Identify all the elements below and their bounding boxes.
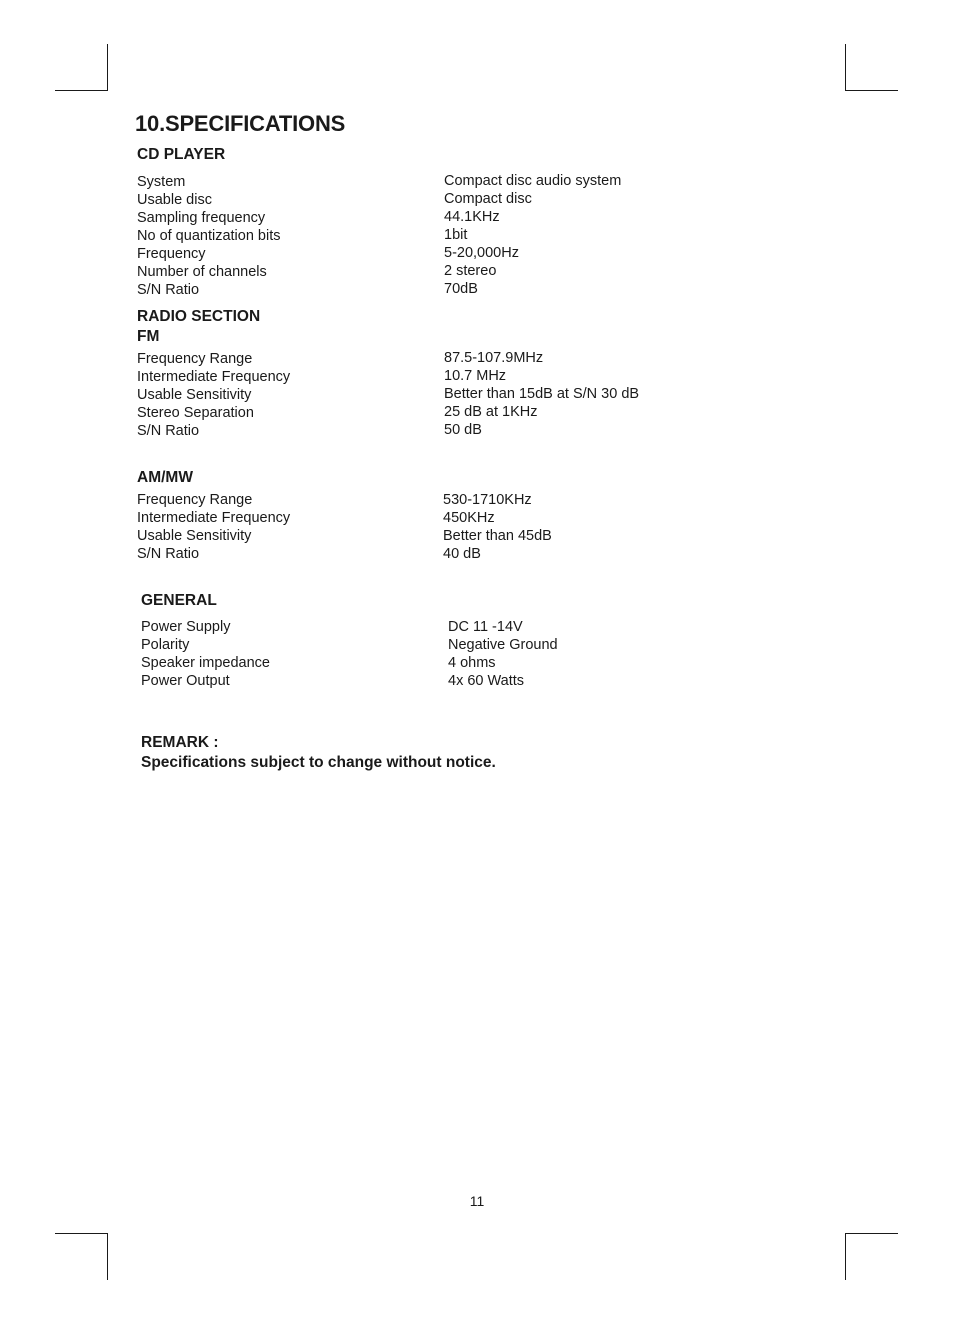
spec-value: 44.1KHz	[444, 209, 500, 225]
fm-labels	[137, 350, 290, 440]
section-heading-am-mw: AM/MW	[137, 469, 193, 486]
spec-label: S/N Ratio	[137, 282, 200, 298]
spec-label: Power Supply	[141, 619, 231, 635]
section-heading-general: GENERAL	[141, 592, 217, 609]
spec-value: 4x 60 Watts	[448, 673, 525, 689]
spec-label: Intermediate Frequency	[137, 369, 291, 385]
spec-value: 70dB	[444, 281, 478, 297]
spec-value: 5-20,000Hz	[444, 245, 519, 261]
spec-value: 10.7 MHz	[444, 368, 507, 384]
spec-label: Number of channels	[137, 264, 267, 280]
spec-label: Sampling frequency	[137, 210, 266, 226]
section-heading-cd-player: CD PLAYER	[137, 146, 226, 163]
spec-label: Usable Sensitivity	[137, 528, 252, 544]
crop-mark	[845, 1233, 846, 1280]
remark-text: Specifications subject to change without notice.	[141, 754, 496, 771]
spec-value: 530-1710KHz	[443, 492, 532, 508]
spec-label: Polarity	[141, 637, 190, 653]
section-subheading-fm: FM	[137, 328, 160, 345]
page-title: 10.SPECIFICATIONS	[135, 111, 346, 136]
spec-value: 2 stereo	[444, 263, 497, 279]
spec-label: Frequency Range	[137, 351, 253, 367]
spec-label: S/N Ratio	[137, 423, 200, 439]
spec-value: Better than 15dB at S/N 30 dB	[444, 386, 640, 402]
spec-value: 25 dB at 1KHz	[444, 404, 538, 420]
spec-label: Power Output	[141, 673, 230, 689]
spec-label: Intermediate Frequency	[137, 510, 291, 526]
spec-value: 4 ohms	[448, 655, 496, 671]
spec-label: Frequency	[137, 246, 206, 262]
section-heading-radio: RADIO SECTION	[137, 308, 261, 325]
spec-label: S/N Ratio	[137, 546, 200, 562]
crop-mark	[845, 1233, 898, 1234]
cd-player-labels	[137, 173, 280, 299]
cd-player-values	[444, 172, 621, 298]
general-values	[448, 618, 558, 690]
spec-value: Compact disc audio system	[444, 173, 622, 189]
spec-label: Frequency Range	[137, 492, 253, 508]
crop-mark	[55, 1233, 108, 1234]
spec-value: DC 11 -14V	[448, 619, 523, 635]
spec-value: 1bit	[444, 227, 468, 243]
general-labels	[141, 618, 270, 690]
spec-value: 87.5-107.9MHz	[444, 350, 544, 366]
am-mw-labels	[137, 491, 290, 563]
crop-mark	[107, 1233, 108, 1280]
spec-label: Speaker impedance	[141, 655, 270, 671]
crop-mark	[55, 90, 108, 91]
am-mw-values	[443, 491, 552, 563]
spec-label: System	[137, 174, 186, 190]
spec-value: Compact disc	[444, 191, 532, 207]
spec-label: Usable Sensitivity	[137, 387, 252, 403]
spec-value: Negative Ground	[448, 637, 558, 653]
spec-label: Usable disc	[137, 192, 212, 208]
page-number: 11	[469, 1193, 485, 1209]
crop-mark	[845, 44, 846, 91]
crop-mark	[845, 90, 898, 91]
spec-label: No of quantization bits	[137, 228, 281, 244]
spec-value: 50 dB	[444, 422, 482, 438]
fm-values	[444, 349, 639, 439]
remark-label: REMARK :	[141, 734, 219, 751]
remark-block	[141, 733, 496, 773]
crop-mark	[107, 44, 108, 91]
spec-label: Stereo Separation	[137, 405, 254, 421]
spec-value: 40 dB	[443, 546, 481, 562]
spec-value: 450KHz	[443, 510, 495, 526]
spec-value: Better than 45dB	[443, 528, 552, 544]
